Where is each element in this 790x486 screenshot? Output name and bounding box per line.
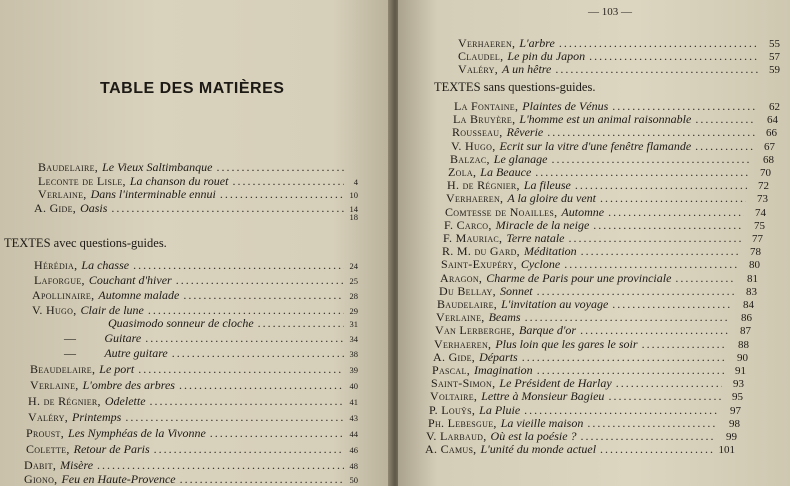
dot-leader [258,316,344,330]
dot-leader [183,288,344,302]
dot-leader [587,416,718,430]
dot-leader [575,178,747,192]
entry-author: Baudelaire, [38,160,99,174]
entry-author: Verlaine, [30,378,79,392]
entry-author: Beaudelaire, [30,362,96,376]
entry-work: Lettre à Monsieur Bagieu [481,389,605,404]
entry-work: Méditation [524,244,577,259]
dot-leader [179,378,344,392]
toc-entry [24,458,358,473]
toc-entry [64,331,358,346]
dot-leader [232,174,344,188]
entry-work: Quasimodo sonneur de cloche [108,316,254,330]
entry-page: 43 [349,413,358,423]
entry-author: Verhaeren, [434,336,492,351]
entry-work: A la gloire du vent [507,191,596,206]
entry-author: Voltaire, [430,389,478,404]
entry-author: Leconte de Lisle, [38,174,126,188]
entry-work: Rêverie [506,125,544,140]
entry-work: La chanson du rouet [129,174,229,188]
entry-work: Cyclone [520,257,561,272]
entry-author: Verlaine, [38,187,87,201]
entry-author: Saint-Exupéry, [441,257,517,272]
entry-author: Claudel, [458,49,504,63]
entry-page: 78 [750,246,761,259]
entry-page: 99 [726,431,737,443]
entry-page: 48 [349,461,358,471]
entry-author: La Bruyère, [453,112,516,127]
dot-leader [580,323,729,337]
entry-page: 75 [754,219,765,232]
entry-author: A. Gide, [433,349,476,364]
dot-leader [535,165,749,179]
entry-author: Rousseau, [452,125,503,140]
entry-work: La fileuse [523,178,571,193]
dot-leader [616,376,722,390]
entry-work: Misère [60,458,94,472]
toc-entry [24,472,358,486]
dot-leader [210,426,344,440]
entry-author: Valéry, [28,410,68,424]
entry-page: 70 [760,167,771,179]
entry-work: Ecrit sur la vitre d'une fenêtre flamande [499,138,692,153]
entry-author: Apollinaire, [32,288,95,302]
entry-work: A un hêtre [502,62,552,76]
dot-leader [547,125,755,139]
entry-work: Plaintes de Vénus [522,99,609,113]
entry-author: Aragon, [440,270,483,285]
entry-work: Le pin du Japon [507,49,586,63]
entry-author: Dabit, [24,458,57,472]
entry-author: Hérédia, [34,258,78,272]
toc-entry [30,378,358,393]
dot-leader [568,231,741,245]
entry-author: R. M. du Gard, [442,244,520,259]
entry-work: Barque d'or [518,323,577,338]
dot-leader [695,112,756,126]
entry-work: Feu en Haute-Provence [61,472,176,486]
dot-leader [600,442,713,456]
entry-page: 72 [758,180,769,193]
entry-author: Valéry, [458,62,498,76]
entry-page: 44 [349,429,358,439]
entry-author: Laforgue, [34,273,85,287]
left-page [0,0,392,486]
entry-page: 93 [733,378,744,391]
entry-author: Colette, [26,442,70,456]
entry-author: P. Louÿs, [429,402,476,417]
entry-author: Ph. Lebesgue, [428,415,497,430]
dot-leader [180,472,344,486]
entry-author: Van Lerberghe, [435,323,515,338]
dot-leader [642,337,727,351]
entry-work: La Beauce [480,165,532,179]
entry-author: Verhaeren, [446,191,504,206]
page-number: — 103 — [588,6,632,18]
entry-page: 59 [769,64,780,76]
dot-leader [537,363,724,377]
toc-entry [28,394,358,409]
entry-work: Départs [479,349,518,364]
right-page [398,0,790,486]
entry-page: 86 [741,312,752,325]
entry-page: 41 [349,397,358,407]
dot-leader [581,244,739,258]
dot-leader [524,403,719,417]
entry-page: 80 [749,259,760,272]
toc-title: TABLE DES MATIÈRES [100,80,285,97]
entry-page: 40 [349,381,358,391]
dot-leader [133,258,344,272]
entry-work: Miracle de la neige [495,217,590,232]
entry-work: Imagination [474,363,533,377]
toc-entry [34,273,358,288]
toc-entry [26,426,358,441]
entry-page: 25 [349,276,358,286]
entry-work: Odelette [104,394,146,408]
entry-work: Le Vieux Saltimbanque [102,160,213,174]
entry-work: Où est la poésie ? [490,429,577,443]
entry-author: Zola, [448,165,477,179]
entry-work: Automne malade [98,288,180,302]
dot-leader [537,284,735,298]
entry-page: 67 [764,140,775,153]
section-heading: TEXTES sans questions-guides. [434,80,596,94]
entry-page: 73 [757,193,768,206]
toc-entry [28,410,358,425]
toc-entry [32,288,358,303]
entry-page: 81 [747,272,758,285]
entry-author: Comtesse de Noailles, [445,204,558,219]
toc-entry [104,316,358,331]
entry-work: Plus loin que les gares le soir [495,336,638,351]
entry-work: Couchant d'hiver [88,273,172,287]
entry-author: A. Gide, [34,201,77,215]
dot-leader [176,273,344,287]
entry-author: Baudelaire, [437,297,498,311]
dot-leader [612,297,732,311]
dot-leader [608,389,721,403]
entry-author: F. Mauriac, [443,231,503,245]
entry-page: 57 [769,51,780,63]
dot-leader [145,331,344,345]
entry-work: Clair de lune [80,303,144,317]
entry-author: V. Hugo, [32,303,77,317]
dot-leader [551,152,752,166]
toc-entry [26,442,358,457]
entry-page: 50 [349,475,358,485]
dot-leader [555,62,758,76]
entry-work: Guitare [104,331,142,345]
entry-work: Beams [488,310,521,325]
toc-entry [30,362,358,377]
toc-entry [34,258,358,273]
entry-work: Charme de Paris pour une provinciale [486,270,672,285]
entry-work: L'arbre [519,36,555,50]
entry-work: Le Président de Harlay [499,376,612,391]
dot-leader [695,139,753,153]
entry-author: F. Carco, [444,217,492,232]
dot-leader [97,458,344,472]
entry-page: 31 [349,319,358,329]
entry-work: L'ombre des arbres [82,378,175,392]
entry-page: 90 [737,351,748,364]
entry-author: — [64,331,77,345]
entry-author: A. Camus, [425,442,477,457]
dot-leader [612,99,758,113]
toc-entry [425,442,735,457]
entry-work: La Pluie [479,402,521,417]
toc-entry [38,187,358,202]
entry-page: 98 [729,417,740,430]
entry-author: V. Hugo, [451,138,496,153]
entry-page: 18 [349,212,358,222]
entry-page: 38 [349,349,358,359]
entry-page: 10 [349,190,358,200]
entry-page: 88 [738,338,749,351]
entry-author: La Fontaine, [454,99,519,113]
dot-leader [559,36,758,50]
entry-page: 39 [349,365,358,375]
dot-leader [564,257,738,271]
dot-leader [675,271,736,285]
entry-page: 68 [763,153,774,166]
entry-work: La chasse [81,258,130,272]
entry-work: L'invitation au voyage [501,297,609,311]
dot-leader [589,49,758,63]
dot-leader [600,191,746,205]
dot-leader [138,362,344,376]
entry-author: Du Bellay, [439,283,496,298]
entry-page: 77 [752,233,763,245]
entry-author: Verhaeren, [458,36,516,50]
entry-page: 74 [755,206,766,219]
toc-entry [38,160,358,174]
entry-page: 87 [740,325,751,338]
entry-page: 101 [718,444,735,457]
entry-page: 24 [349,261,358,271]
dot-leader [217,160,345,174]
entry-work: Retour de Paris [73,442,150,456]
entry-work: La vieille maison [500,415,584,430]
toc-entry [34,209,358,224]
dot-leader [172,346,344,360]
entry-page: 14 [349,204,358,214]
entry-page: 83 [746,285,757,298]
entry-page: 84 [743,299,754,311]
entry-page: 66 [766,127,777,140]
dot-leader [125,410,344,424]
entry-work: Le port [99,362,135,376]
entry-author: H. de Régnier, [447,178,520,193]
toc-entry [64,346,358,361]
entry-author: V. Larbaud, [426,429,487,443]
entry-page: 46 [349,445,358,455]
entry-author: Saint-Simon, [431,376,496,391]
dot-leader [154,442,344,456]
dot-leader [525,310,730,324]
entry-page: 95 [732,391,743,404]
entry-page: 28 [349,291,358,301]
dot-leader [150,394,344,408]
entry-page: 91 [735,365,746,377]
toc-entry [458,62,780,77]
entry-work: Terre natale [506,231,565,245]
entry-page: 64 [767,114,778,127]
entry-author: Balzac, [450,151,490,166]
entry-work: L'homme est un animal raisonnable [519,112,692,127]
entry-author: Pascal, [432,363,471,377]
entry-author: Proust, [26,426,65,440]
entry-work: Automne [561,204,605,219]
entry-author: — [64,346,77,360]
entry-author: H. de Régnier, [28,394,101,408]
dot-leader [608,205,744,219]
entry-page: 34 [349,334,358,344]
entry-work: Printemps [72,410,122,424]
entry-work: Sonnet [499,283,533,298]
entry-work: Autre guitare [104,346,168,360]
entry-work: L'unité du monde actuel [480,442,597,457]
entry-work: Oasis [80,201,108,215]
entry-author: Giono, [24,472,58,486]
dot-leader [220,187,344,201]
dot-leader [593,218,743,232]
dot-leader [581,429,715,443]
entry-work: Le glanage [493,151,548,166]
dot-leader [148,303,344,317]
entry-work: Les Nymphéas de la Vivonne [68,426,206,440]
entry-page: 55 [769,38,780,50]
entry-page: 62 [769,101,780,113]
entry-page: 29 [349,306,358,316]
entry-work: Dans l'interminable ennui [90,187,216,201]
entry-page: 4 [353,177,358,187]
section-heading: TEXTES avec questions-guides. [4,236,167,250]
entry-page: 97 [730,404,741,417]
dot-leader [522,350,726,364]
entry-author: Verlaine, [436,310,485,325]
